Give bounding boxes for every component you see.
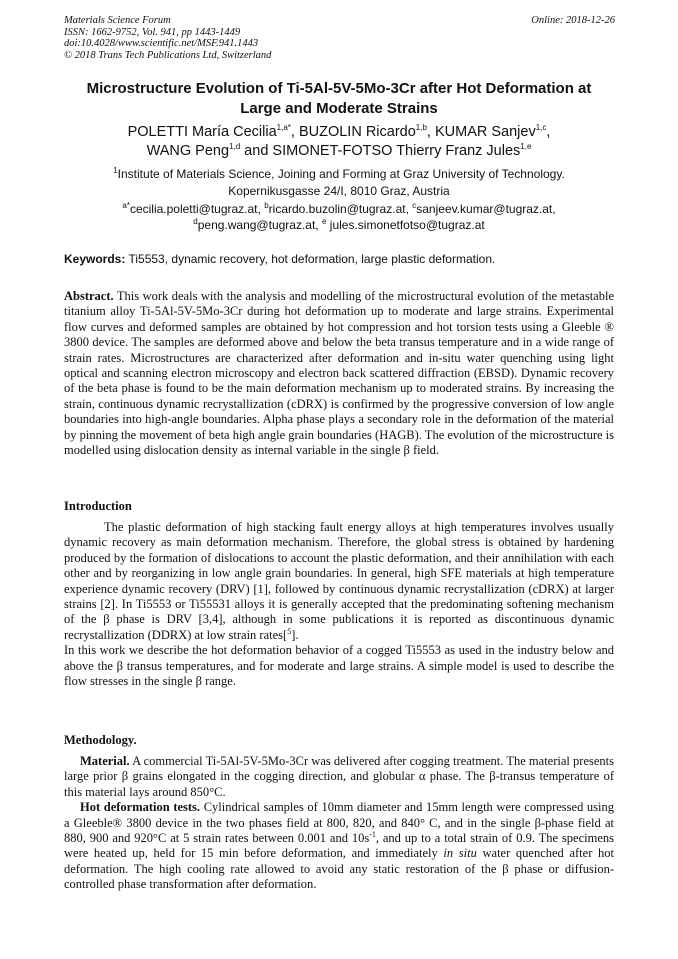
email-4[interactable]: peng.wang@tugraz.at, bbox=[197, 218, 319, 232]
hot-text-1: Cylindrical samples of 10mm diameter and 15mm length were compressed using a Gleeble® 3800 device in the two phases field at 800, 820, and 840° C, and in the single β-phase field at 880, 900 and 920°C at 5 strain rates between 0.001 and 10s bbox=[64, 800, 615, 846]
abstract bbox=[64, 289, 614, 458]
affiliation-line-2: Kopernikusgasse 24/I, 8010 Graz, Austria bbox=[228, 184, 450, 198]
material-label: Material. bbox=[80, 754, 130, 768]
introduction-body bbox=[64, 520, 614, 689]
author-5-sup: 1,e bbox=[520, 142, 532, 152]
title-line-1: Microstructure Evolution of Ti-5Al-5V-5Mo-3Cr after Hot Deformation at bbox=[86, 80, 592, 97]
email-5-sup: e bbox=[322, 217, 327, 226]
author-3-sup: 1,c bbox=[535, 123, 547, 133]
paper-title bbox=[40, 79, 638, 119]
hot-sup: -1 bbox=[369, 829, 376, 839]
email-2-sup: b bbox=[264, 201, 269, 210]
material-text: A commercial Ti-5Al-5V-5Mo-3Cr was delivered after cogging treatment. The material presents large prior β grains elongated in the cogging direction, and globular α phase. The β-transus temperature of this material lays around 850°C. bbox=[64, 754, 614, 799]
author-list: POLETTI María Cecilia$^{1,a*}$, BUZOLIN Ricardo$^{1,b}$, KUMAR Sanjev$^{1,c}$, WANG Peng$^{1,d}$ and SIMONET-FOTSO Thierry Franz Jules$^{1,e}$ bbox=[127, 123, 551, 159]
doi: doi:10.4028/www.scientific.net/MSF.941.1443 bbox=[64, 38, 259, 49]
intro-p1-text: The plastic deformation of high stacking fault energy alloys at high temperatures involves usually dynamic recovery as main deformation mechanism. Therefore, the global stress is obtained by hardening produced by the formation of dislocations to account the plastic deformation, and their annihilation with each other and by reorganizing in low angle grain boundaries. In general, high SFE materials at high temperature experience dynamic recovery (DRV) [1], followed by continuous dynamic recrystallization (cDRX) at larger strains [2]. In Ti5553 or Ti55531 alloys it is generally accepted that the predominating softening mechanism of the β phase is DRV [3,4], although in some publications it is reported as discontinuous dynamic recrystallization (DDRX) at low strain rates[ bbox=[64, 520, 614, 642]
hot-text-3: water quenched after hot deformation. The high cooling rate allowed to avoid any static restoration of the β phase or diffusion-controlled phase transformation after deformation. bbox=[64, 846, 614, 892]
author-2-sup: 1,b bbox=[415, 123, 427, 133]
author-4-sup: 1,d bbox=[229, 142, 241, 152]
email-4-sup: d bbox=[193, 217, 198, 226]
keywords-text: Ti5553, dynamic recovery, hot deformation, large plastic deformation. bbox=[128, 252, 496, 266]
abstract-text: This work deals with the analysis and modelling of the microstructural evolution of the metastable titanium alloy Ti-5Al-5V-5Mo-3Cr during hot deformation up to moderate and large strains. Experimental flow curves and deformed samples are obtained by hot compression and hot torsion tests using a Gleeble ® 3800 device. The samples are deformed above and below the beta transus temperature and in a wide range of strain rates. Microstructures are characterized after deformation and in-situ water quenching using light optical and scanning electron microscopy and electron back scattered diffraction (EBSD). Dynamic recovery of the beta phase is found to be the main deformation mechanism up to moderated strains. By increasing the strain, continuous dynamic recrystallization (cDRX) is confirmed by the progressive conversion of low angle boundaries into high-angle boundaries. Alpha phase plays a secondary role in the deformation of the material by pinning the movement of beta high angle grain boundaries (HAGB). The evolution of the microstructure is modelled using dislocation density as internal variable in the single β field. bbox=[64, 289, 614, 458]
journal-name: Materials Science Forum bbox=[64, 15, 171, 26]
hot-deformation-paragraph bbox=[64, 800, 614, 892]
hot-text-2: , and up to a total strain of 0.9. The specimens were heated up, held for 15 min before deformation, and immediately bbox=[64, 831, 614, 861]
copyright: © 2018 Trans Tech Publications Ltd, Switzerland bbox=[64, 49, 272, 61]
author-3: KUMAR Sanjev bbox=[434, 124, 536, 140]
methodology-heading: Methodology. bbox=[64, 733, 137, 747]
intro-ref-5[interactable]: 5 bbox=[287, 626, 292, 636]
material-paragraph bbox=[64, 754, 614, 800]
title-line-2: Large and Moderate Strains bbox=[240, 100, 438, 117]
in-situ-italic: in situ bbox=[443, 846, 477, 861]
email-1[interactable]: cecilia.poletti@tugraz.at, bbox=[129, 202, 261, 216]
keywords-label: Keywords: bbox=[64, 252, 126, 266]
keywords bbox=[64, 251, 624, 267]
hot-deformation-label: Hot deformation tests. bbox=[80, 800, 201, 815]
author-2: BUZOLIN Ricardo bbox=[298, 124, 416, 140]
issn: ISSN: 1662-9752, Vol. 941, pp 1443-1449 bbox=[64, 26, 241, 38]
journal-header bbox=[64, 15, 271, 61]
email-1-sup: a* bbox=[122, 201, 130, 210]
email-2[interactable]: ricardo.buzolin@tugraz.at, bbox=[268, 202, 409, 216]
email-5[interactable]: jules.simonetfotso@tugraz.at bbox=[329, 218, 485, 232]
online-date: Online: 2018-12-26 bbox=[531, 15, 615, 26]
methodology-body bbox=[64, 754, 614, 893]
intro-paragraph-1 bbox=[64, 520, 614, 643]
introduction-heading: Introduction bbox=[64, 499, 132, 513]
email-3-sup: c bbox=[412, 201, 417, 210]
affiliation-sup: 1 bbox=[113, 166, 118, 175]
author-4: WANG Peng bbox=[146, 143, 230, 159]
author-5: SIMONET-FOTSO Thierry Franz Jules bbox=[272, 143, 521, 159]
abstract-label: Abstract. bbox=[64, 289, 114, 303]
intro-p1-end: ]. bbox=[291, 627, 299, 642]
affiliation bbox=[60, 166, 618, 200]
email-3[interactable]: sanjeev.kumar@tugraz.at, bbox=[416, 202, 556, 216]
author-1-sup: 1,a* bbox=[276, 123, 291, 133]
intro-paragraph-2: In this work we describe the hot deformation behavior of a cogged Ti5553 as used in the industry below and above the β transus temperatures, and for moderate and large strains. A simple model is used to describe the flow stresses in the single β range. bbox=[64, 643, 614, 689]
author-1: POLETTI María Cecilia bbox=[127, 124, 277, 140]
affiliation-line-1: Institute of Materials Science, Joining and Forming at Graz University of Technology. bbox=[117, 167, 565, 181]
email-list bbox=[60, 201, 618, 233]
